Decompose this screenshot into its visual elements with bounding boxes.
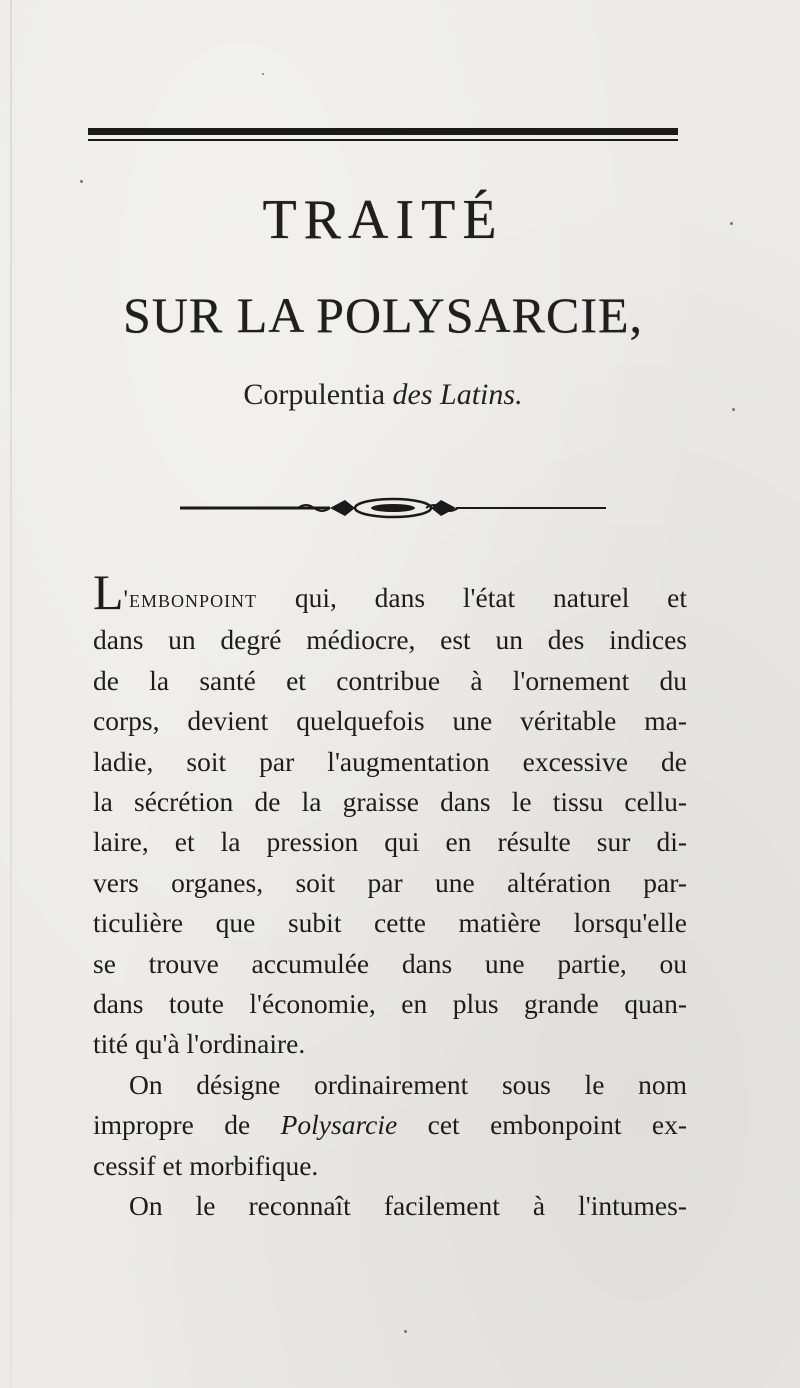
body-text [93, 564, 688, 1227]
text-line: On le reconnaît facilement à l'intumes- [129, 1190, 687, 1222]
text-line: dans un degré médiocre, est un des indices [93, 624, 687, 656]
text-line [93, 1105, 687, 1145]
text-line: On désigne ordinairement sous le nom [129, 1068, 687, 1100]
paper-speck [730, 222, 733, 225]
ornamental-divider-icon [180, 494, 606, 522]
paper-speck [732, 408, 735, 411]
latin-word: Corpulentia [243, 378, 386, 411]
line-after: cet embonpoint ex- [397, 1109, 688, 1141]
paper-speck [404, 1330, 407, 1333]
latin-attribution: des Latins. [392, 378, 523, 411]
italic-term: Polysarcie [280, 1109, 398, 1141]
latin-name-line [0, 378, 766, 412]
rule-thin [88, 139, 678, 141]
paper-speck [80, 180, 83, 183]
page-title: TRAITÉ [262, 189, 504, 251]
text-line: de la santé et contribue à l'ornement du [93, 664, 687, 696]
text-line: vers organes, soit par une altération par- [93, 866, 687, 898]
text-line: la sécrétion de la graisse dans le tissu cellu- [93, 786, 687, 818]
small-caps-word: 'embonpoint [123, 586, 258, 613]
text-line: ticulière que subit cette matière lorsqu'elle [93, 907, 687, 939]
text-line: dans toute l'économie, en plus grande quan- [93, 988, 687, 1020]
text-line [93, 564, 687, 620]
paragraph-1 [93, 564, 687, 1065]
text-line: cessif et morbifique. [93, 1149, 319, 1181]
text-line: corps, devient quelquefois une véritable ma- [93, 705, 687, 737]
line-before: impropre de [93, 1109, 281, 1141]
text-line: tité qu'à l'ordinaire. [93, 1028, 306, 1060]
line-rest: qui, dans l'état naturel et [257, 582, 687, 613]
text-line: laire, et la pression qui en résulte sur di- [93, 826, 687, 858]
paragraph-2 [93, 1065, 687, 1186]
text-line: ladie, soit par l'augmentation excessive de [93, 745, 687, 777]
drop-cap: L [93, 564, 124, 620]
rule-thick [88, 128, 678, 135]
text-line: se trouve accumulée dans une partie, ou [93, 947, 687, 979]
page-subtitle: SUR LA POLYSARCIE, [122, 287, 644, 343]
paragraph-3 [93, 1186, 687, 1226]
top-double-rule [88, 128, 678, 144]
paper-speck [262, 73, 264, 75]
